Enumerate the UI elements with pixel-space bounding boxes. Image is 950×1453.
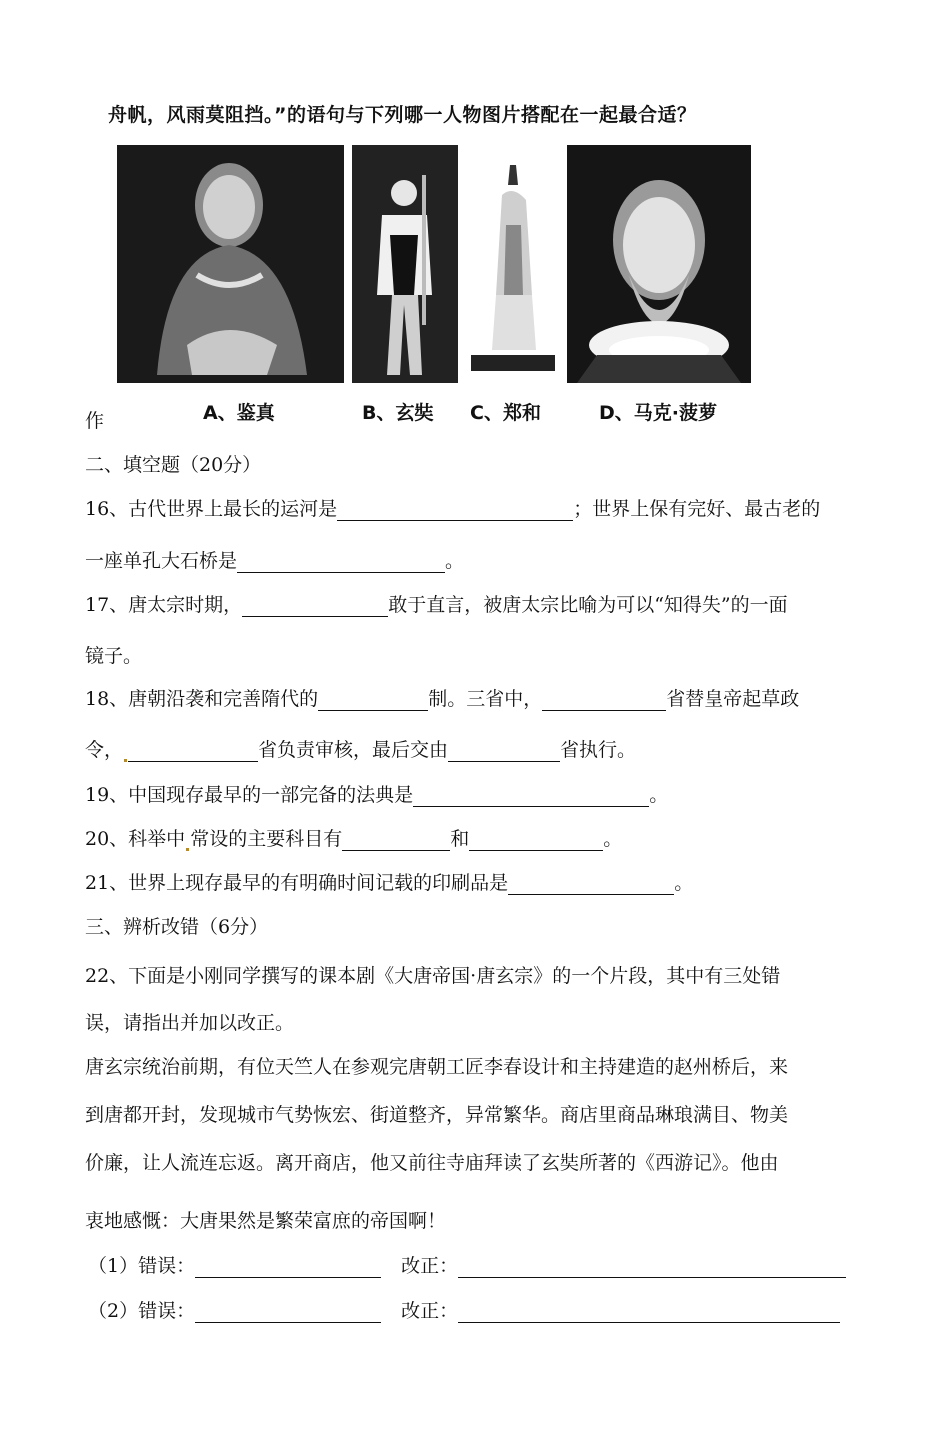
q18-blank-2[interactable] <box>542 690 666 711</box>
q21-text-b: 。 <box>674 872 694 894</box>
correction-row-2 <box>88 1299 840 1323</box>
question-caption: 舟帆，风雨莫阻挡。”的语句与下列哪一人物图片搭配在一起最合适？ <box>108 104 697 126</box>
q17-blank[interactable] <box>242 596 388 617</box>
q16-text-a: 16、古代世界上最长的运河是 <box>85 498 338 520</box>
correction-2-label: （2）错误： <box>88 1300 196 1322</box>
q18-text-c: 省替皇帝起草政 <box>666 688 800 710</box>
q19-blank[interactable] <box>413 786 649 807</box>
correction-row-1 <box>88 1254 846 1278</box>
standing-statue-portrait-icon <box>466 145 560 383</box>
question-17-line-1 <box>85 593 788 617</box>
speck-mark <box>124 759 127 762</box>
walking-monk-portrait-icon <box>352 145 458 383</box>
speck-mark <box>186 848 189 851</box>
passage-line-2: 到唐都开封，发现城市气势恢宏、街道整齐，异常繁华。商店里商品琳琅满目、物美 <box>85 1104 789 1126</box>
figure-c-label: C、郑和 <box>470 402 541 424</box>
figure-a-label: A、鉴真 <box>203 402 275 424</box>
q19-text-b: 。 <box>649 784 669 806</box>
q16-blank-1[interactable] <box>337 500 573 521</box>
question-22-line-2: 误，请指出并加以改正。 <box>85 1012 295 1034</box>
question-19 <box>85 783 668 807</box>
q18-blank-4[interactable] <box>448 741 560 762</box>
q21-blank[interactable] <box>508 874 674 895</box>
q18-blank-3[interactable] <box>128 741 258 762</box>
correction-2-fix-blank[interactable] <box>458 1302 840 1323</box>
question-21 <box>85 871 693 895</box>
q20-text-a: 20、科举中 <box>85 828 186 850</box>
correction-1-error-blank[interactable] <box>195 1257 381 1278</box>
figure-d-label: D、马克·菠萝 <box>599 402 717 424</box>
q21-text-a: 21、世界上现存最早的有明确时间记载的印刷品是 <box>85 872 509 894</box>
q18-text-e: 省负责审核，最后交由 <box>258 739 449 761</box>
passage-line-3: 价廉，让人流连忘返。离开商店，他又前往寺庙拜读了玄奘所著的《西游记》。他由 <box>85 1152 779 1174</box>
q20-text-b: 常设的主要科目有 <box>190 828 343 850</box>
question-22-line-1: 22、下面是小刚同学撰写的课本剧《大唐帝国·唐玄宗》的一个片段，其中有三处错 <box>85 965 781 987</box>
q17-text-a: 17、唐太宗时期， <box>85 594 243 616</box>
correction-1-label: （1）错误： <box>88 1255 196 1277</box>
passage-line-1: 唐玄宗统治前期，有位天竺人在参观完唐朝工匠李春设计和主持建造的赵州桥后，来 <box>85 1056 789 1078</box>
correction-1-fix-blank[interactable] <box>458 1257 846 1278</box>
q20-blank-2[interactable] <box>469 830 603 851</box>
question-18-line-1 <box>85 687 799 711</box>
stray-character: 作 <box>85 410 105 432</box>
q18-text-d: 令， <box>85 739 124 761</box>
q16-text-d: 。 <box>445 550 465 572</box>
section-3-heading: 三、辨析改错（6分） <box>85 916 269 938</box>
figure-d-image <box>567 145 751 383</box>
figure-a-image <box>117 145 344 383</box>
correction-2-error-blank[interactable] <box>195 1302 381 1323</box>
figure-b-image <box>352 145 458 383</box>
q18-text-b: 制。三省中， <box>428 688 543 710</box>
correction-1-fix-label: 改正： <box>401 1255 459 1277</box>
q20-blank-1[interactable] <box>342 830 450 851</box>
q19-text-a: 19、中国现存最早的一部完备的法典是 <box>85 784 414 806</box>
section-2-heading: 二、填空题（20分） <box>85 454 262 476</box>
bearded-man-portrait-icon <box>567 145 751 383</box>
question-20 <box>85 827 622 851</box>
correction-2-fix-label: 改正： <box>401 1300 459 1322</box>
q16-text-c: 一座单孔大石桥是 <box>85 550 238 572</box>
q20-text-d: 。 <box>603 828 623 850</box>
question-16-line-1 <box>85 497 820 521</box>
question-18-line-2 <box>85 738 636 762</box>
q18-text-a: 18、唐朝沿袭和完善隋代的 <box>85 688 319 710</box>
q20-text-c: 和 <box>450 828 470 850</box>
seated-monk-portrait-icon <box>117 145 344 383</box>
q16-text-b: ；世界上保有完好、最古老的 <box>573 498 821 520</box>
passage-line-4: 衷地感慨：大唐果然是繁荣富庶的帝国啊！ <box>85 1210 447 1232</box>
figure-c-image <box>466 145 560 383</box>
question-17-line-2: 镜子。 <box>85 645 143 667</box>
q17-text-b: 敢于直言，被唐太宗比喻为可以“知得失”的一面 <box>388 594 788 616</box>
q16-blank-2[interactable] <box>237 552 445 573</box>
q18-text-f: 省执行。 <box>560 739 637 761</box>
q18-blank-1[interactable] <box>318 690 428 711</box>
figure-b-label: B、玄奘 <box>362 402 434 424</box>
question-16-line-2 <box>85 549 464 573</box>
